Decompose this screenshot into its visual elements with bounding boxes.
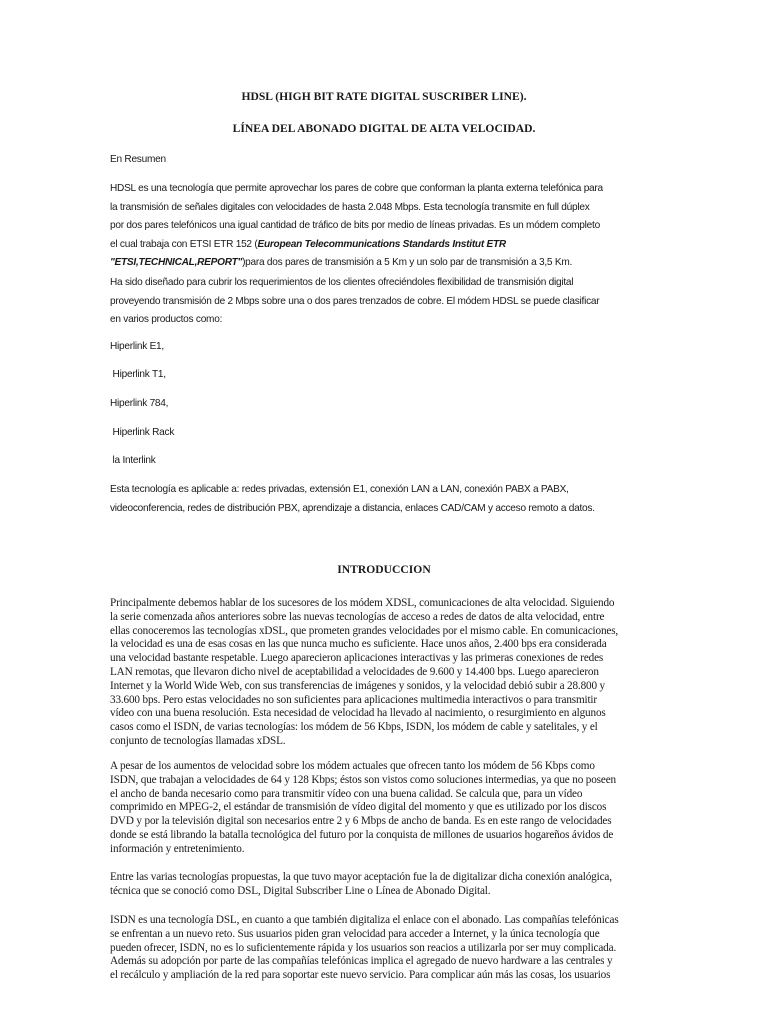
text-line: casos como el ISDN, de varias tecnologías: los módem de 56 Kbps, ISDN, los módem de cable y satelitales, y el: [110, 721, 598, 734]
summary-label: [110, 151, 690, 170]
text-line: proveyendo transmisión de 2 Mbps sobre una o dos pares trenzados de cobre. El módem HDSL se puede clasificar: [110, 295, 600, 307]
text-line: ellas conoceremos las tecnologías xDSL, que prometen grandes velocidades por el mismo cable. En comunicaciones,: [110, 624, 619, 637]
text-line: la velocidad es una de esas cosas en las que nunca mucho es suficiente. Hace unos años, 2.400 bps era considerada: [110, 638, 607, 651]
product-item: [110, 338, 690, 357]
text-line: el ancho de banda necesario como para transmitir vídeo con una buena calidad. Se calcula que, para un vídeo: [110, 787, 583, 800]
text-line: DVD y por la televisión digital son necesarios entre 2 y 6 Mbps de ancho de banda. Es en este rango de velocidades: [110, 815, 612, 828]
intro-paragraph-1: [110, 597, 670, 749]
product-item: [110, 424, 690, 443]
text-line: técnica que se conoció como DSL, Digital Subscriber Line o Línea de Abonado Digital.: [110, 884, 491, 897]
text-line: A pesar de los aumentos de velocidad sobre los módem actuales que ofrecen tanto los módem de 56 Kbps como: [110, 760, 595, 772]
text-line: [110, 236, 690, 255]
product-label: Hiperlink T1,: [110, 369, 166, 380]
text-line: por dos pares telefónicos una igual cantidad de tráfico de bits por medio de líneas privadas. Es un módem completo: [110, 220, 600, 231]
text-line: la transmisión de señales digitales con velocidades de hasta 2.048 Mbps. Esta tecnología transmite en full dúplex: [110, 201, 590, 213]
text-line: HDSL es una tecnología que permite aprovechar los pares de cobre que conforman la planta externa telefónica para: [110, 183, 603, 194]
product-item: [110, 366, 690, 385]
intro-paragraph-3: [110, 871, 670, 899]
etsi-report: "ETSI,TECHNICAL,REPORT": [110, 257, 243, 268]
text-line: Entre las varias tecnologías propuestas, la que tuvo mayor aceptación fue la de digitalizar dicha conexión analógica,: [110, 871, 612, 883]
text-line: información y entretenimiento.: [110, 842, 245, 855]
text-line: ISDN es una tecnología DSL, en cuanto a que también digitaliza el enlace con el abonado. Las compañías telefónicas: [110, 914, 619, 926]
product-label: Hiperlink 784,: [110, 398, 169, 409]
text-line: Esta tecnología es aplicable a: redes privadas, extensión E1, conexión LAN a LAN, conexión PABX a PABX,: [110, 484, 569, 495]
text-line: vídeo con una buena resolución. Esta necesidad de velocidad ha llevado al nacimiento, o resurgimiento en algunos: [110, 707, 606, 720]
intro-paragraph-2: [110, 760, 670, 857]
document-subtitle: LÍNEA DEL ABONADO DIGITAL DE ALTA VELOCIDAD.: [232, 122, 536, 135]
text-line: la serie comenzada años anteriores sobre las nuevas tecnologías de acceso a redes de datos de alta velocidad, entre: [110, 610, 605, 623]
product-item: [110, 395, 690, 414]
product-item: [110, 452, 690, 471]
text-line: una velocidad bastante respetable. Luego aparecieron aplicaciones interactivas y las primeras conexiones de redes: [110, 652, 604, 665]
text-run: )para dos pares de transmisión a 5 Km y un solo par de transmisión a 3,5 Km.: [242, 257, 573, 268]
text-line: Internet y la World Wide Web, con sus transferencias de imágenes y sonidos, y la velocidad debió subir a 28.800 y: [110, 679, 605, 692]
text-line: pueden ofrecer, ISDN, no es lo suficientemente rápida y los usuarios son reacios a utilizarla por ser muy complicada.: [110, 941, 617, 954]
text-run: el cual trabaja con ETSI ETR 152 (: [110, 238, 258, 250]
summary-paragraph-1: [110, 180, 690, 273]
summary-paragraph-3: [110, 481, 690, 518]
text-line: [110, 254, 690, 273]
summary-label-text: En Resumen: [110, 154, 166, 165]
text-line: LAN remotas, que llevaron dicho nivel de aceptabilidad a velocidades de 9.600 y 14.400 bps. Luego aparecieron: [110, 665, 599, 678]
intro-paragraph-4: [110, 914, 670, 983]
text-line: el recálculo y ampliación de la red para soportar este nuevo servicio. Para complicar aún más las cosas, los usuarios: [110, 969, 611, 982]
product-label: Hiperlink E1,: [110, 341, 164, 352]
document-title: HDSL (HIGH BIT RATE DIGITAL SUSCRIBER LINE).: [241, 90, 527, 103]
etsi-name: European Telecommunications Standards Institut ETR: [257, 238, 506, 250]
text-line: 33.600 bps. Pero estas velocidades no son suficientes para aplicaciones multimedia interactivos o para transmitir: [110, 693, 597, 706]
section-heading-introduccion: INTRODUCCION: [337, 563, 431, 576]
text-line: Principalmente debemos hablar de los sucesores de los módem XDSL, comunicaciones de alta velocidad. Siguiendo: [110, 597, 615, 609]
text-line: donde se está librando la batalla tecnológica del futuro por la conquista de millones de usuarios hogareños ávidos de: [110, 828, 614, 841]
text-line: videoconferencia, redes de distribución PBX, aprendizaje a distancia, enlaces CAD/CAM y acceso remoto a datos.: [110, 502, 595, 514]
text-line: Además su adopción por parte de las compañías telefónicas implica el agregado de nuevo hardware a las centrales y: [110, 955, 613, 968]
product-label: la Interlink: [110, 455, 156, 466]
text-line: conjunto de tecnologías llamadas xDSL.: [110, 734, 286, 747]
text-line: ISDN, que trabajan a velocidades de 64 y 128 Kbps; éstos son vistos como soluciones intermedias, ya que no poseen: [110, 773, 616, 786]
text-line: Ha sido diseñado para cubrir los requerimientos de los clientes ofreciéndoles flexibilidad de transmisión digital: [110, 277, 574, 288]
summary-paragraph-2: [110, 274, 690, 330]
text-line: se enfrentan a un nuevo reto. Sus usuarios piden gran velocidad para acceder a Internet, y la única tecnología que: [110, 927, 600, 940]
product-label: Hiperlink Rack: [110, 427, 175, 438]
text-line: comprimido en MPEG-2, el estándar de transmisión de vídeo digital del momento y que es utilizado por los discos: [110, 801, 607, 814]
text-line: en varios productos como:: [110, 314, 223, 325]
